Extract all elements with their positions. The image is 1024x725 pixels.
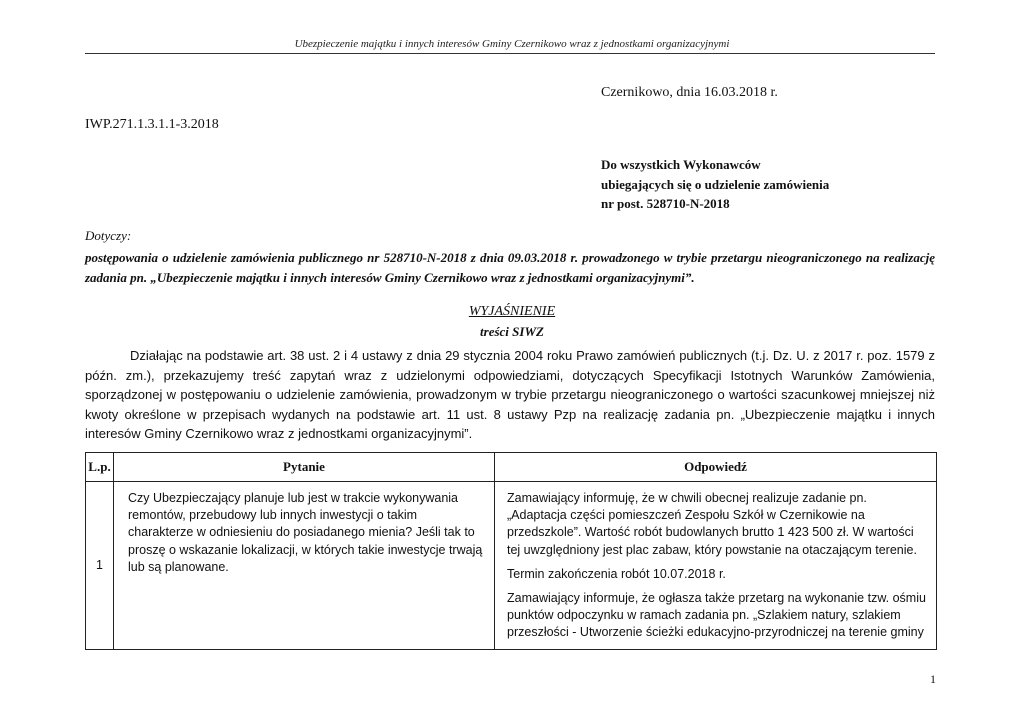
header-question: Pytanie	[114, 453, 495, 482]
header-number: L.p.	[86, 453, 114, 482]
recipient-line-1: Do wszystkich Wykonawców	[601, 157, 761, 172]
table-header-row	[86, 453, 937, 482]
title-line-2: treści SIWZ	[480, 324, 544, 339]
running-header: Ubezpieczenie majątku i innych interesów Gminy Czernikowo wraz z jednostkami organizacyjnymi	[294, 38, 730, 50]
header-divider	[85, 53, 935, 54]
recipient-line-3: nr post. 528710-N-2018	[601, 196, 730, 211]
page-mark: 1	[930, 672, 936, 686]
table-row	[86, 482, 937, 650]
place-date: Czernikowo, dnia 16.03.2018 r.	[601, 85, 778, 100]
answer-paragraph-2: Termin zakończenia robót 10.07.2018 r.	[507, 566, 726, 581]
answer-cell	[495, 482, 937, 650]
concerns-label: Dotyczy:	[85, 228, 132, 243]
qa-table	[85, 452, 937, 650]
reference-number: IWP.271.1.3.1.1-3.2018	[85, 117, 219, 132]
body-paragraph: Działając na podstawie art. 38 ust. 2 i 4 ustawy z dnia 29 stycznia 2004 roku Prawo zamówień publicznych (t.j. Dz. U. z 2017 r. poz. 1579 z późn. zm.), przekazujemy treść zapytań wraz z udzielonymi odpowiedziami, dotyczących Specyfikacji Istotnych Warunków Zamówienia, sporządzonej w postępowaniu o udzielenie zamówienia, prowadzonym w trybie przetargu nieograniczonego o wartości szacunkowej mniejszej niż kwoty określone w przepisach wydanych na podstawie art. 11 ust. 8 ustawy Pzp na realizację zadania pn. „Ubezpieczenie majątku i innych interesów Gminy Czernikowo wraz z jednostkami organizacyjnymi”.	[85, 348, 935, 442]
answer-paragraph-1: Zamawiający informuję, że w chwili obecnej realizuje zadanie pn. „Adaptacja części pomieszczeń Zespołu Szkół w Czernikowie na przedszkole”. Wartość robót budowlanych brutto 1 423 500 zł. W wartości tej uwzględniony jest plac zabaw, który powstanie na otaczającym terenie.	[507, 491, 917, 557]
recipient-line-2: ubiegających się o udzielenie zamówienia	[601, 176, 830, 192]
recipient-block	[601, 155, 829, 214]
subject-paragraph: postępowania o udzielenie zamówienia publicznego nr 528710-N-2018 z dnia 09.03.2018 r. prowadzonego w trybie przetargu nieograniczonego na realizację zadania pn. „Ubezpieczenie majątku i innych interesów Gminy Czernikowo wraz z jednostkami organizacyjnymi”.	[85, 250, 935, 285]
document-title	[0, 302, 1024, 342]
row-number: 1	[86, 482, 114, 650]
title-line-1: WYJAŚNIENIE	[468, 304, 556, 319]
question-cell: Czy Ubezpieczający planuje lub jest w trakcie wykonywania remontów, przebudowy lub innych inwestycji o takim charakterze w odniesieniu do posiadanego mienia? Jeśli tak to proszę o wskazanie lokalizacji, w których takie inwestycje trwają lub są planowane.	[114, 482, 495, 650]
answer-paragraph-3: Zamawiający informuje, że ogłasza także przetarg na wykonanie tzw. ośmiu punktów odpoczynku w ramach zadania pn. „Szlakiem natury, szlakiem przeszłości - Utworzenie ścieżki edukacyjno-przyrodniczej na terenie gminy	[507, 591, 926, 640]
header-answer: Odpowiedź	[495, 453, 937, 482]
